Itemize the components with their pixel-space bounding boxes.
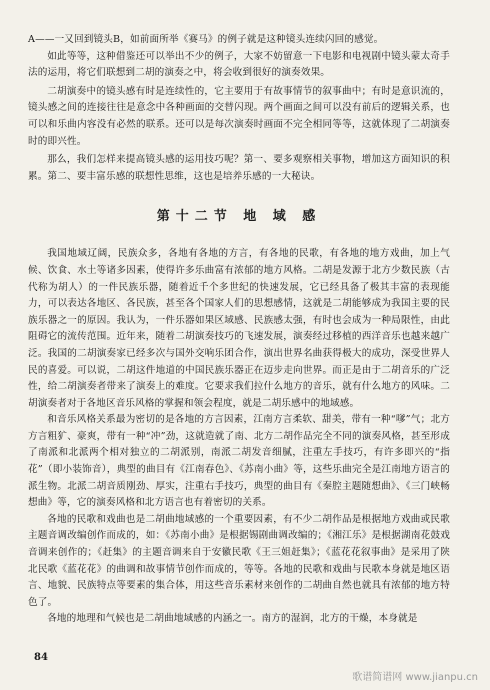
paragraph: 如此等等，这种借鉴还可以举出不少的例子，大家不妨留意一下电影和电视剧中镜头蒙太奇手法的运用，将它们联想到二胡的演奏之中，将会收到很好的演奏效果。: [28, 50, 450, 79]
paragraph: 和音乐风格关系最为密切的是各地的方言因素，江南方言柔软、甜美，带有一种“嗲”气；北方方言粗犷、豪爽，带有一种“冲”劲，这就造就了南、北方二胡作品完全不同的演奏风格，甚至形成了南派和北派两个相对独立的二胡派别，南派二胡发音细腻，注重左手技巧，有许多即兴的“指花”（即小装饰音），典型的曲目有《江南春色》、《苏南小曲》等，这些乐曲完全是江南地方语言的派生物。北派二胡音质刚劲、厚实，注重右手技巧，典型的曲目有《秦腔主题随想曲》、《三门峡畅想曲》等，它的演奏风格和北方语言也有着密切的关系。: [28, 414, 450, 509]
paragraph: 各地的地理和气候也是二胡曲地域感的内涵之一。南方的湿润，北方的干燥，本身就是: [47, 613, 418, 625]
paragraph: 我国地域辽阔，民族众多，各地有各地的方言，有各地的民歌，有各地的地方戏曲，加上气候、饮食、水土等诸多因素，使得许多乐曲富有浓郁的地方风格。二胡是发源于北方少数民族（古代称为胡人）的一件民族乐器，随着近千个多世纪的快速发展，它已经具备了极其丰富的表现能力，可以表达各地区、各民族，甚至各个国家人们的思想感情，这就是二胡能够成为我国主要的民族乐器之一的原因。我认为，一件乐器如果区域感、民族感太强，有时也会成为一种局限性，由此阻碍它的流传范围。近年来，随着二胡演奏技巧的飞速发展，演奏经过移植的西洋音乐也越来越广泛。我国的二胡演奏家已经多次与国外交响乐团合作，演出世界名曲获得极大的成功，深受世界人民的喜爱。可以说，二胡这件地道的中国民族乐器正在迈步走向世界。而正是由于二胡音乐的广泛性，给二胡演奏者带来了演奏上的难度。它要求我们拉什么地方的音乐，就有什么地方的风味。二胡演奏者对于各地区音乐风格的掌握和领会程度，就是二胡乐感中的地域感。: [28, 248, 450, 409]
watermark: 歌谱简谱网 www.jianpu.cn: [352, 672, 478, 683]
page-number: 84: [34, 652, 48, 663]
paragraph: 各地的民歌和戏曲也是二胡曲地域感的一个重要因素，有不少二胡作品是根据地方戏曲或民歌主题音调改编创作而成的，如：《苏南小曲》是根据锡剧曲调改编的；《湘江乐》是根据湖南花鼓戏音调来创作的；《赶集》的主题音调来自于安徽民歌《王三姐赶集》；《蓝花花叙事曲》是采用了陕北民歌《蓝花花》的曲调和故事情节创作而成的，等等。各地的民歌和戏曲与民歌本身就是地区语言、地貌、民族特点等要素的集合体，用这些音乐素材来创作的二胡曲自然也就具有浓郁的地方特色了。: [28, 513, 450, 608]
paragraph: A——一又回到镜头B，如前面所举《赛马》的例子就是这种镜头连续闪回的感觉。: [28, 34, 384, 45]
section-title: 第十二节 地 域 感: [156, 209, 322, 225]
paragraph: 二胡演奏中的镜头感有时是连续性的，它主要用于有故事情节的叙事曲中；有时是意识流的，镜头感之间的连接往往是意念中各种画面的交替闪现。两个画面之间可以没有前后的逻辑关系，也可以和乐曲内容没有必然的联系。还可以是每次演奏时画面不完全相同等等，这就体现了二胡演奏时的即兴性。: [28, 85, 450, 147]
paragraph: 那么，我们怎样来提高镜头感的运用技巧呢？第一、要多观察相关事物，增加这方面知识的积累。第二、要丰富乐感的联想性思维，这也是培养乐感的一大秘诀。: [28, 154, 450, 182]
